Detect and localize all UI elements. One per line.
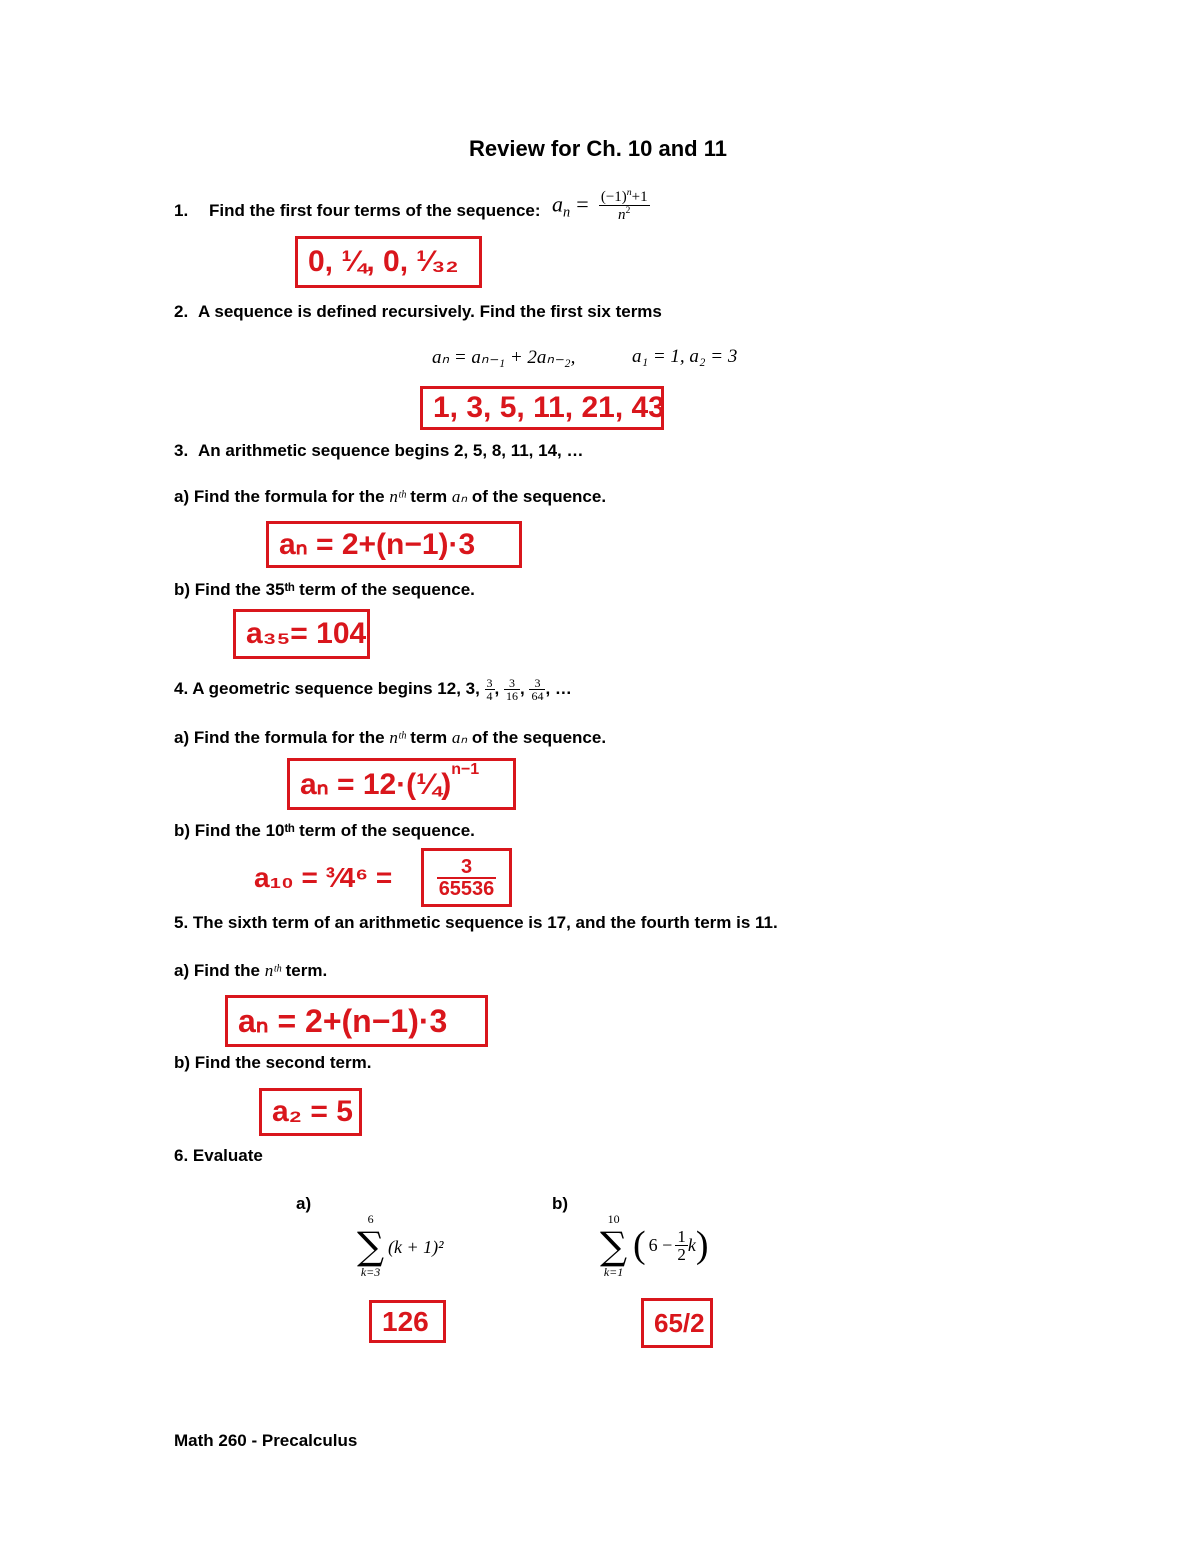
q5b-text: Find the second term. xyxy=(194,1053,372,1072)
q1-text: Find the first four terms of the sequence: xyxy=(209,201,541,220)
q6b-expr-k: k xyxy=(687,1234,696,1255)
q4a-an: aₙ xyxy=(451,728,468,747)
q4-text-tail: , … xyxy=(545,678,572,698)
q5a-line xyxy=(174,961,327,981)
q6a-upper: 6 xyxy=(367,1212,374,1226)
q4-frac-3: $\frac{3}{64}$ xyxy=(531,676,544,703)
q3a-an: aₙ xyxy=(451,487,468,506)
q4a-line xyxy=(174,728,606,748)
sigma-icon: ∑ xyxy=(600,1224,628,1268)
q4a-text-1: Find the formula for the xyxy=(193,728,385,747)
left-paren-icon: ( xyxy=(633,1224,646,1266)
q5a-nth: nᵗʰ xyxy=(264,961,281,980)
q4a-answer-exp: n−1 xyxy=(451,761,480,778)
q3-text: An arithmetic sequence begins 2, 5, 8, 11, 14, … xyxy=(198,441,584,460)
q3a-text-2: term xyxy=(410,487,448,506)
q4-number: 4. xyxy=(174,678,189,698)
q5-number: 5. xyxy=(174,913,189,932)
q6a-sum xyxy=(357,1212,384,1280)
q3b-text: Find the 35ᵗʰ term of the sequence. xyxy=(194,580,475,599)
q6-line xyxy=(174,1146,263,1166)
q5a-label: a) xyxy=(174,961,190,980)
q6b-fraction: $\frac{1}{2}$ xyxy=(677,1226,686,1264)
q3a-text-3: of the sequence. xyxy=(471,487,607,506)
q6b-expr xyxy=(633,1226,708,1264)
q4b-line xyxy=(174,821,475,841)
q3-number: 3. xyxy=(174,441,189,460)
q4b-work: a₁₀ = ³⁄4⁶ = xyxy=(254,862,393,893)
q5-line xyxy=(174,913,778,933)
q6b-answer-box: 65/2 xyxy=(641,1298,713,1348)
q2-initial: a₁ = 1, a₂ = 3 xyxy=(632,346,738,367)
q5b-answer-box: a₂ = 5 xyxy=(259,1088,362,1136)
page-title: Review for Ch. 10 and 11 xyxy=(469,136,727,161)
q4a-label: a) xyxy=(174,728,190,747)
q4a-nth: nᵗʰ xyxy=(389,728,406,747)
q5a-text-1: Find the xyxy=(193,961,260,980)
q5b-line xyxy=(174,1053,371,1073)
q4b-text: Find the 10ᵗʰ term of the sequence. xyxy=(194,821,475,840)
footer: Math 260 - Precalculus xyxy=(174,1431,358,1450)
q3a-line xyxy=(174,487,606,507)
q4a-text-2: term xyxy=(410,728,448,747)
q3a-text-1: Find the formula for the xyxy=(193,487,385,506)
q5b-label: b) xyxy=(174,1053,191,1072)
q6-number: 6. xyxy=(174,1146,189,1165)
q4a-answer-box xyxy=(287,758,516,810)
q4b-answer-box xyxy=(421,848,512,907)
q1-num-tail: +1 xyxy=(631,189,648,205)
q4-frac-1: $\frac{3}{4}$ xyxy=(486,676,493,703)
q3a-label: a) xyxy=(174,487,190,506)
q1-formula xyxy=(552,188,650,223)
q3a-nth: nᵗʰ xyxy=(389,487,406,506)
q6b-sum xyxy=(600,1212,627,1280)
q4b-answer-fraction xyxy=(437,857,497,899)
q4b-answer-num: 3 xyxy=(437,857,497,879)
q3a-answer-box: aₙ = 2+(n−1)·3 xyxy=(266,521,522,568)
q6a-answer-box: 126 xyxy=(369,1300,446,1343)
q4-text-1: A geometric sequence begins 12, 3, xyxy=(192,678,480,698)
q3b-answer-box: a₃₅= 104 xyxy=(233,609,370,659)
sigma-icon: ∑ xyxy=(357,1224,385,1268)
q1-number: 1. xyxy=(174,201,189,220)
q2-recursion: aₙ = aₙ₋₁ + 2aₙ₋₂, xyxy=(432,347,576,368)
q1-formula-a: a xyxy=(552,191,563,217)
q6b-expr-1: 6 − xyxy=(648,1234,673,1255)
q1-formula-eq: = xyxy=(576,191,589,217)
q2-number: 2. xyxy=(174,302,189,321)
q6b-upper: 10 xyxy=(607,1212,620,1226)
q6b-label: b) xyxy=(552,1194,569,1213)
q4-frac-2: $\frac{3}{16}$ xyxy=(506,676,518,703)
q6a-lower: k=3 xyxy=(360,1265,381,1279)
q5a-answer-box: aₙ = 2+(n−1)·3 xyxy=(225,995,488,1047)
q5-text: The sixth term of an arithmetic sequence is 17, and the fourth term is 11. xyxy=(192,913,778,932)
q6-text: Evaluate xyxy=(192,1146,263,1165)
q1-formula-fraction xyxy=(599,188,650,223)
q3b-line xyxy=(174,580,475,600)
q2-text: A sequence is defined recursively. Find the first six terms xyxy=(198,302,662,321)
q6b-lower: k=1 xyxy=(603,1265,624,1279)
right-paren-icon: ) xyxy=(695,1224,709,1266)
q1-num-exp: n xyxy=(626,187,632,198)
q4b-answer-den: 65536 xyxy=(438,877,495,900)
q1-num: (−1) xyxy=(600,189,627,205)
q4-line: 4. A geometric sequence begins 12, 3, $\frac{3}{4}$ , $\frac{3}{16}$ , $\frac{3}{64}$ , … xyxy=(174,676,572,703)
q3b-label: b) xyxy=(174,580,191,599)
q4b-label: b) xyxy=(174,821,191,840)
q5a-text-2: term. xyxy=(285,961,328,980)
q1-formula-sub: n xyxy=(563,204,571,221)
q4a-text-3: of the sequence. xyxy=(471,728,607,747)
q2-answer-box: 1, 3, 5, 11, 21, 43 xyxy=(420,386,664,430)
q1-den-exp: 2 xyxy=(625,205,631,216)
q6a-label: a) xyxy=(296,1194,312,1213)
q1-den: n xyxy=(618,207,626,223)
q1-answer-box: 0, ¼, 0, ¹⁄₃₂ xyxy=(295,236,482,288)
q6a-expr: (k + 1)² xyxy=(388,1237,444,1257)
q4a-answer-base: aₙ = 12·(¼) xyxy=(300,767,452,801)
